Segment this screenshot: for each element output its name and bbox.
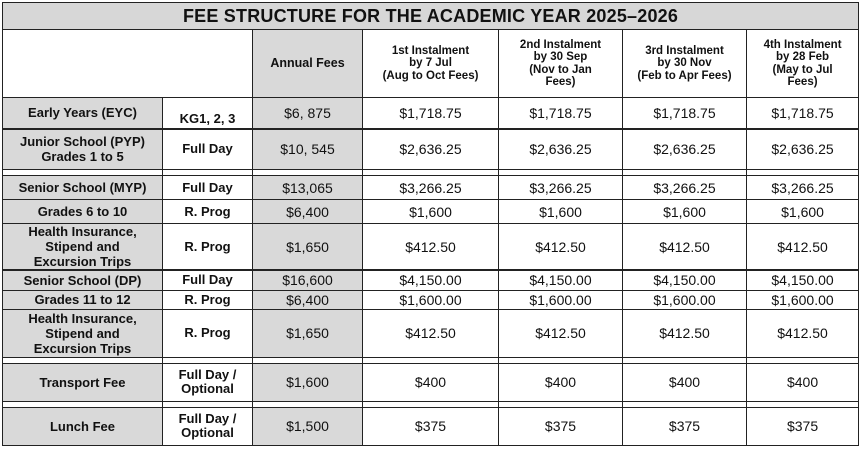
cell-instalment-3: $412.50	[623, 309, 747, 357]
cell-instalment-1: $400	[363, 363, 499, 401]
cell-annual: $10, 545	[253, 129, 363, 170]
cell-instalment-2: $1,600	[499, 200, 623, 224]
cell-instalment-2: $2,636.25	[499, 129, 623, 170]
row-label: Grades 11 to 12	[3, 290, 163, 309]
cell-annual: $16,600	[253, 270, 363, 290]
cell-instalment-2: $412.50	[499, 309, 623, 357]
header-instalment-1-period: (Aug to Oct Fees)	[382, 69, 479, 82]
cell-instalment-4: $1,718.75	[747, 98, 859, 129]
header-instalment-1	[363, 30, 499, 98]
header-instalment-2	[499, 30, 623, 98]
cell-instalment-4: $375	[747, 407, 859, 445]
cell-instalment-3: $1,600	[623, 200, 747, 224]
cell-instalment-2: $375	[499, 407, 623, 445]
row-label	[3, 129, 163, 170]
cell-instalment-3: $3,266.25	[623, 176, 747, 200]
row-label-line: Excursion Trips	[33, 340, 132, 356]
header-annual-fees: Annual Fees	[253, 30, 363, 98]
cell-instalment-1: $1,600.00	[363, 290, 499, 309]
row-label-line: Health Insurance,	[28, 224, 137, 239]
row-sublabel: R. Prog	[163, 290, 253, 309]
cell-instalment-3: $1,600.00	[623, 290, 747, 309]
cell-instalment-1: $4,150.00	[363, 270, 499, 290]
row-label: Lunch Fee	[3, 407, 163, 445]
cell-annual: $1,500	[253, 407, 363, 445]
cell-instalment-1: $3,266.25	[363, 176, 499, 200]
row-sublabel-line: Optional	[181, 381, 234, 396]
row-sublabel: R. Prog	[163, 309, 253, 357]
table-title: FEE STRUCTURE FOR THE ACADEMIC YEAR 2025–2026	[3, 3, 859, 30]
row-label: Grades 6 to 10	[3, 200, 163, 224]
row-label	[3, 224, 163, 271]
fee-structure-table	[2, 2, 859, 446]
header-instalment-1-due: by 7 Jul	[409, 57, 452, 70]
row-label: Early Years (EYC)	[3, 98, 163, 129]
row-sublabel: R. Prog	[163, 200, 253, 224]
row-sublabel-line: Full Day /	[178, 411, 237, 426]
header-instalment-3-due: by 30 Nov	[657, 57, 712, 70]
cell-instalment-4: $1,600.00	[747, 290, 859, 309]
table-row-eyc	[3, 98, 859, 129]
cell-instalment-4: $400	[747, 363, 859, 401]
cell-instalment-4: $3,266.25	[747, 176, 859, 200]
cell-instalment-2: $3,266.25	[499, 176, 623, 200]
row-label-line: Grades 1 to 5	[41, 149, 124, 165]
cell-instalment-4: $412.50	[747, 224, 859, 271]
header-instalment-2-title: 2nd Instalment	[519, 38, 602, 51]
header-instalment-4-period-cont: Fees)	[787, 76, 818, 88]
row-sublabel: Full Day	[163, 176, 253, 200]
row-label-line: Excursion Trips	[33, 254, 132, 269]
header-instalment-4-title: 4th Instalment	[763, 38, 842, 51]
cell-instalment-3: $412.50	[623, 224, 747, 271]
cell-annual: $6, 875	[253, 98, 363, 129]
row-sublabel-line: Full Day /	[178, 367, 237, 382]
cell-instalment-1: $375	[363, 407, 499, 445]
cell-instalment-2: $1,718.75	[499, 98, 623, 129]
cell-annual: $1,650	[253, 309, 363, 357]
cell-annual: $6,400	[253, 200, 363, 224]
cell-instalment-4: $4,150.00	[747, 270, 859, 290]
table-row-myp-full	[3, 176, 859, 200]
header-instalment-4	[747, 30, 859, 98]
cell-instalment-3: $2,636.25	[623, 129, 747, 170]
table-row-dp-full	[3, 270, 859, 290]
row-label: Transport Fee	[3, 363, 163, 401]
header-empty-cell	[3, 30, 253, 98]
header-instalment-2-period-cont: Fees)	[545, 76, 576, 88]
row-sublabel	[163, 363, 253, 401]
cell-instalment-1: $412.50	[363, 224, 499, 271]
row-sublabel: Full Day	[163, 129, 253, 170]
row-sublabel: KG1, 2, 3	[163, 98, 253, 129]
cell-annual: $13,065	[253, 176, 363, 200]
header-instalment-4-due: by 28 Feb	[776, 51, 830, 63]
row-label	[3, 309, 163, 357]
cell-instalment-3: $375	[623, 407, 747, 445]
cell-instalment-4: $1,600	[747, 200, 859, 224]
cell-instalment-2: $412.50	[499, 224, 623, 271]
cell-instalment-2: $1,600.00	[499, 290, 623, 309]
table-row-dp-health	[3, 309, 859, 357]
row-label: Senior School (DP)	[3, 270, 163, 290]
header-instalment-3	[623, 30, 747, 98]
cell-annual: $1,650	[253, 224, 363, 271]
cell-instalment-3: $4,150.00	[623, 270, 747, 290]
header-instalment-1-title: 1st Instalment	[391, 44, 470, 57]
header-instalment-2-period: (Nov to Jan	[529, 63, 592, 76]
cell-instalment-4: $2,636.25	[747, 129, 859, 170]
row-label-line: Junior School (PYP)	[20, 134, 145, 150]
header-instalment-4-period: (May to Jul	[772, 63, 833, 76]
table-row-lunch	[3, 407, 859, 445]
cell-instalment-3: $1,718.75	[623, 98, 747, 129]
cell-instalment-1: $412.50	[363, 309, 499, 357]
row-label-line: Stipend and	[45, 325, 120, 341]
table-row-myp-health	[3, 224, 859, 271]
row-sublabel-line: Optional	[181, 425, 234, 440]
header-instalment-2-due: by 30 Sep	[533, 51, 588, 63]
row-label: Senior School (MYP)	[3, 176, 163, 200]
cell-instalment-4: $412.50	[747, 309, 859, 357]
row-label-line: Health Insurance,	[28, 310, 137, 326]
cell-instalment-1: $1,600	[363, 200, 499, 224]
header-instalment-3-period: (Feb to Apr Fees)	[637, 69, 732, 82]
table-row-myp-rprog	[3, 200, 859, 224]
row-label-line: Stipend and	[45, 239, 120, 254]
cell-instalment-1: $2,636.25	[363, 129, 499, 170]
row-sublabel: Full Day	[163, 270, 253, 290]
cell-instalment-3: $400	[623, 363, 747, 401]
table-row-pyp	[3, 129, 859, 170]
header-instalment-3-title: 3rd Instalment	[645, 44, 724, 57]
cell-annual: $6,400	[253, 290, 363, 309]
table-row-dp-rprog	[3, 290, 859, 309]
cell-annual: $1,600	[253, 363, 363, 401]
cell-instalment-2: $400	[499, 363, 623, 401]
cell-instalment-2: $4,150.00	[499, 270, 623, 290]
header-row	[3, 30, 859, 98]
row-sublabel: R. Prog	[163, 224, 253, 271]
table-row-transport	[3, 363, 859, 401]
cell-instalment-1: $1,718.75	[363, 98, 499, 129]
row-sublabel	[163, 407, 253, 445]
